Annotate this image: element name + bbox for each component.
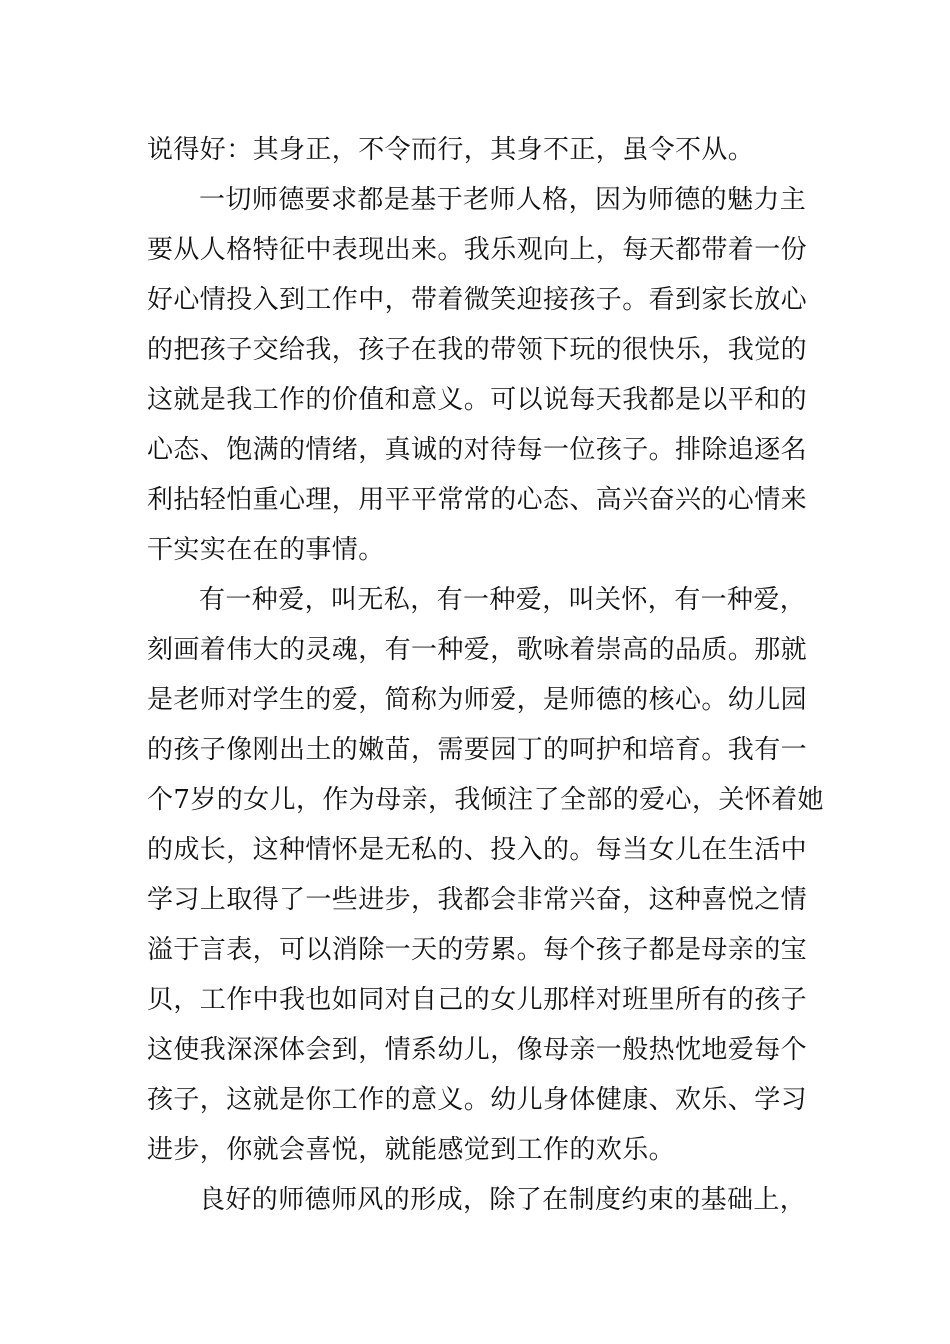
text-line: 干实实在在的事情。 xyxy=(147,535,385,565)
text-line: 溢于言表，可以消除一天的劳累。每个孩子都是母亲的宝 xyxy=(147,935,808,965)
text-line: 孩子，这就是你工作的意义。幼儿身体健康、欢乐、学习 xyxy=(147,1085,808,1115)
text-line: 这使我深深体会到，情系幼儿，像母亲一般热忱地爱每个 xyxy=(147,1035,808,1065)
paragraph-first-line: 一切师德要求都是基于老师人格，因为师德的魅力主 xyxy=(199,185,807,215)
text-line: 的成长，这种情怀是无私的、投入的。每当女儿在生活中 xyxy=(147,835,808,865)
paragraph-first-line: 良好的师德师风的形成，除了在制度约束的基础上， xyxy=(199,1185,807,1215)
text-line: 的孩子像刚出土的嫩苗，需要园丁的呵护和培育。我有一 xyxy=(147,735,808,765)
text-line: 好心情投入到工作中，带着微笑迎接孩子。看到家长放心 xyxy=(147,285,808,315)
text-line: 说得好：其身正，不令而行，其身不正，虽令不从。 xyxy=(147,135,755,165)
text-line: 个7岁的女儿，作为母亲，我倾注了全部的爱心，关怀着她 xyxy=(147,785,824,815)
text-line: 进步，你就会喜悦，就能感觉到工作的欢乐。 xyxy=(147,1135,676,1165)
text-line: 利拈轻怕重心理，用平平常常的心态、高兴奋兴的心情来 xyxy=(147,485,808,515)
text-line: 要从人格特征中表现出来。我乐观向上，每天都带着一份 xyxy=(147,235,808,265)
text-line: 的把孩子交给我，孩子在我的带领下玩的很快乐，我觉的 xyxy=(147,335,808,365)
text-line: 是老师对学生的爱，简称为师爱，是师德的核心。幼儿园 xyxy=(147,685,808,715)
paragraph-first-line: 有一种爱，叫无私，有一种爱，叫关怀，有一种爱， xyxy=(199,585,807,615)
text-line: 这就是我工作的价值和意义。可以说每天我都是以平和的 xyxy=(147,385,808,415)
text-line: 学习上取得了一些进步，我都会非常兴奋，这种喜悦之情 xyxy=(147,885,808,915)
text-line: 刻画着伟大的灵魂，有一种爱，歌咏着崇高的品质。那就 xyxy=(147,635,808,665)
text-line: 心态、饱满的情绪，真诚的对待每一位孩子。排除追逐名 xyxy=(147,435,808,465)
text-line: 贝，工作中我也如同对自己的女儿那样对班里所有的孩子 xyxy=(147,985,808,1015)
